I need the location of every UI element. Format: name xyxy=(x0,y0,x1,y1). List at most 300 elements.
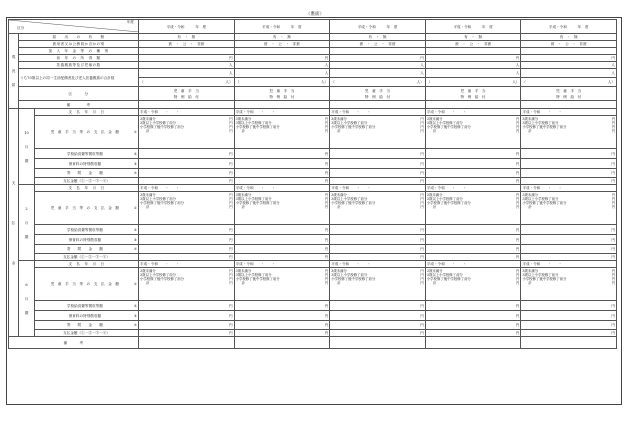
payment-item-label xyxy=(35,245,139,254)
yen-unit: 円 xyxy=(515,313,520,318)
row-label: うち70歳以上の同一生計配偶者及び老人扶養親族の合計数 xyxy=(19,69,139,87)
breakdown-label: 3歳未満分 xyxy=(235,192,252,197)
paren-open: （ xyxy=(522,80,526,84)
amount-cell xyxy=(139,178,235,185)
yen-unit: 円 xyxy=(324,201,329,206)
amount-cell xyxy=(425,225,521,235)
yen-unit: 円 xyxy=(420,120,424,125)
payment-item-label xyxy=(35,268,139,301)
item-text: 寄 附 金 額 xyxy=(66,247,103,251)
breakdown-label: 3歳以上小学校修了前分 xyxy=(140,196,177,201)
row-label: 前 年 の 所 得 額 xyxy=(19,55,139,62)
yen-unit: 円 xyxy=(515,281,520,286)
yen-unit: 円 xyxy=(229,331,233,335)
payment-item-label xyxy=(35,169,139,178)
yen-unit: 円 xyxy=(324,313,329,318)
yen-unit: 円 xyxy=(229,277,233,282)
yen-unit: 円 xyxy=(324,272,329,277)
benefit-type-cell xyxy=(521,87,617,101)
yen-unit: 円 xyxy=(611,303,615,308)
section-label: 区分 xyxy=(17,26,25,30)
yen-unit: 円 xyxy=(515,151,520,156)
breakdown-label: 3歳以上小学校修了前分 xyxy=(331,120,368,125)
yen-unit: 円 xyxy=(611,201,615,206)
breakdown-label: 3歳未満分 xyxy=(140,116,156,121)
amount-cell xyxy=(234,321,330,330)
yen-unit: 円 xyxy=(611,247,615,251)
amount-cell xyxy=(425,178,521,185)
item-text: 児 童 手 当 等 の 支 払 金 額 xyxy=(50,206,120,210)
value-cell: 人 xyxy=(234,69,330,78)
remarks-cell xyxy=(139,337,235,349)
payment-label-char: 支 xyxy=(11,180,16,185)
value-cell: 有 ・ 無 xyxy=(139,34,235,41)
amount-cell xyxy=(521,321,617,330)
breakdown-label: 小学校修了後中学校修了前分 xyxy=(426,201,471,206)
yen-unit: 円 xyxy=(229,303,233,308)
yen-unit: 円 xyxy=(324,331,329,335)
yen-unit: 円 xyxy=(611,179,615,183)
amount-cell xyxy=(234,149,330,159)
breakdown-label: 3歳未満分 xyxy=(522,116,539,121)
yen-unit: 円 xyxy=(420,201,424,206)
yen-unit: 円 xyxy=(611,331,615,335)
yen-unit: 円 xyxy=(229,268,233,273)
yen-unit: 円 xyxy=(420,151,424,156)
row-label: 加 入 年 金 等 の 種 別 xyxy=(19,48,139,55)
amount-cell xyxy=(234,330,330,337)
breakdown-label: 小学校修了後中学校修了前分 xyxy=(426,277,471,282)
breakdown-cell xyxy=(521,116,617,149)
breakdown-label: 計 xyxy=(337,281,341,286)
payment-item-label xyxy=(35,311,139,321)
amount-cell xyxy=(330,225,426,235)
breakdown-label: 計 xyxy=(337,205,341,210)
yen-unit: 円 xyxy=(420,268,424,273)
breakdown-label: 3歳以上小学校修了前分 xyxy=(426,120,463,125)
yen-unit: 円 xyxy=(515,120,520,125)
yen-unit: 円 xyxy=(324,129,329,134)
value-cell: 人 xyxy=(425,62,521,69)
amount-cell xyxy=(521,235,617,245)
yen-unit: 円 xyxy=(229,201,233,206)
payment-date-cell: 平成・令和 ・ ・ xyxy=(330,261,426,268)
amount-cell xyxy=(234,235,330,245)
payment-date-cell: 平成・令和 ・ ・ xyxy=(139,109,235,116)
payment-date-cell: 平成・令和 ・ ・ xyxy=(521,261,617,268)
payment-item-label xyxy=(35,178,139,185)
yen-unit: 円 xyxy=(324,120,329,125)
item-number: ② xyxy=(133,227,137,232)
item-text: 支払金額（①－②－③－④） xyxy=(63,179,110,183)
yen-unit: 円 xyxy=(611,237,615,242)
item-number: ③ xyxy=(133,313,137,318)
value-cell: 被 ・ 公 ・ 非被 xyxy=(139,41,235,48)
payment-item-label xyxy=(35,235,139,245)
amount-cell xyxy=(425,159,521,169)
breakdown-label: 小学校修了後中学校修了前分 xyxy=(522,201,567,206)
yen-unit: 円 xyxy=(515,116,520,121)
item-text: 児 童 手 当 等 の 支 払 金 額 xyxy=(50,130,120,134)
yen-unit: 円 xyxy=(611,192,615,197)
breakdown-label: 計 xyxy=(146,129,150,134)
yen-unit: 円 xyxy=(515,323,520,327)
child-allowance-label: 児 童 手 当 xyxy=(460,88,486,93)
yen-unit: 円 xyxy=(515,272,520,277)
yen-unit: 円 xyxy=(229,171,233,175)
item-text: 保育料の特別徴収額 xyxy=(68,161,102,166)
item-text: 学校給食費等徴収等額 xyxy=(66,303,103,308)
breakdown-label: 計 xyxy=(528,281,532,286)
yen-unit: 円 xyxy=(324,171,329,175)
payment-date-cell: 平成・令和 ・ ・ xyxy=(330,109,426,116)
yen-unit: 円 xyxy=(611,129,615,134)
breakdown-label: 3歳以上小学校修了前分 xyxy=(522,196,559,201)
breakdown-label: 小学校修了後中学校修了前分 xyxy=(426,125,471,130)
value-cell: 有 ・ 無 xyxy=(425,34,521,41)
value-cell: 人 xyxy=(234,62,330,69)
payment-label-char: 金 xyxy=(11,260,16,265)
period-label-6 xyxy=(19,261,35,337)
amount-cell xyxy=(139,159,235,169)
payment-item-label xyxy=(35,149,139,159)
yen-unit: 円 xyxy=(324,205,329,210)
yen-unit: 円 xyxy=(515,255,520,259)
row-label: 届 出 の 有 無 xyxy=(19,34,139,41)
yen-unit: 円 xyxy=(515,268,520,273)
yen-unit: 円 xyxy=(611,171,615,175)
value-cell: 有 ・ 無 xyxy=(234,34,330,41)
value-cell: 円 xyxy=(330,55,426,62)
breakdown-label: 3歳以上小学校修了前分 xyxy=(331,196,368,201)
item-number: ① xyxy=(133,282,137,286)
yen-unit: 円 xyxy=(229,227,233,232)
item-text: 学校給食費等徴収等額 xyxy=(66,227,103,232)
breakdown-label: 計 xyxy=(241,129,245,134)
amount-cell xyxy=(330,321,426,330)
value-cell: 被 ・ 公 ・ 非被 xyxy=(330,41,426,48)
amount-cell xyxy=(425,311,521,321)
item-text: 児 童 手 当 等 の 支 払 金 額 xyxy=(50,282,120,286)
child-allowance-label: 児 童 手 当 xyxy=(173,88,199,93)
amount-cell xyxy=(521,245,617,254)
payment-item-label xyxy=(35,330,139,337)
benefit-type-cell xyxy=(425,87,521,101)
value-cell xyxy=(425,48,521,55)
yen-unit: 円 xyxy=(515,237,520,242)
paren-open: （ xyxy=(426,80,431,84)
paren-close: 人） xyxy=(321,80,329,84)
status-section-label xyxy=(9,34,19,109)
amount-cell xyxy=(330,235,426,245)
amount-cell xyxy=(425,235,521,245)
yen-unit: 円 xyxy=(611,255,615,259)
breakdown-label: 計 xyxy=(432,205,437,210)
item-number: ④ xyxy=(133,323,137,327)
value-cell: 有 ・ 無 xyxy=(330,34,426,41)
amount-cell xyxy=(139,245,235,254)
yen-unit: 円 xyxy=(229,205,233,210)
item-number: ③ xyxy=(133,237,137,242)
item-text: 寄 附 金 額 xyxy=(66,171,103,175)
breakdown-cell xyxy=(521,268,617,301)
value-cell: 人 xyxy=(521,62,617,69)
payment-date-cell: 平成・令和 ・ ・ xyxy=(521,185,617,192)
item-text: 支払金額（①－②－③－④） xyxy=(63,255,110,259)
item-text: 支払金額（①－②－③－④） xyxy=(63,331,110,335)
payment-date-cell: 平成・令和 ・ ・ xyxy=(425,185,521,192)
status-label-char: 現 xyxy=(11,55,16,59)
yen-unit: 円 xyxy=(515,196,520,201)
value-cell xyxy=(330,101,426,109)
breakdown-label: 3歳未満分 xyxy=(426,116,443,121)
breakdown-label: 3歳以上小学校修了前分 xyxy=(522,120,559,125)
period-label-char: 月 xyxy=(24,296,29,301)
row-label: 扶養親族等及び児童の数 xyxy=(19,62,139,69)
fiscal-year-cell: 平成・令和 年 度 xyxy=(330,20,426,34)
amount-cell xyxy=(521,254,617,261)
yen-unit: 円 xyxy=(515,205,520,210)
value-cell: 被 ・ 公 ・ 非被 xyxy=(521,41,617,48)
payment-item-label xyxy=(35,225,139,235)
value-cell: 人 xyxy=(521,69,617,78)
row-label: 備 考 xyxy=(19,101,139,109)
item-text: 保育料の特別徴収額 xyxy=(68,237,102,242)
paren-open: （ xyxy=(140,80,144,84)
yen-unit: 円 xyxy=(324,116,329,121)
yen-unit: 円 xyxy=(420,129,424,134)
yen-unit: 円 xyxy=(420,161,424,166)
yen-unit: 円 xyxy=(324,268,329,273)
remarks-label: 備 考 xyxy=(9,337,139,349)
breakdown-label: 小学校修了後中学校修了前分 xyxy=(235,125,280,130)
amount-cell xyxy=(521,169,617,178)
paren-cell xyxy=(425,78,521,87)
breakdown-cell xyxy=(139,116,235,149)
amount-cell xyxy=(330,149,426,159)
amount-cell xyxy=(521,225,617,235)
amount-cell xyxy=(234,225,330,235)
child-allowance-label: 児 童 手 当 xyxy=(364,88,391,93)
yen-unit: 円 xyxy=(324,161,329,166)
yen-unit: 円 xyxy=(611,281,615,286)
breakdown-label: 計 xyxy=(146,205,150,210)
breakdown-label: 計 xyxy=(241,205,245,210)
yen-unit: 円 xyxy=(611,205,615,210)
breakdown-label: 小学校修了後中学校修了前分 xyxy=(331,125,376,130)
amount-cell xyxy=(330,330,426,337)
amount-cell xyxy=(330,245,426,254)
year-label: 年度 xyxy=(126,20,134,24)
paren-cell xyxy=(234,78,330,87)
breakdown-cell xyxy=(521,192,617,225)
value-cell xyxy=(521,101,617,109)
amount-cell xyxy=(139,254,235,261)
amount-cell xyxy=(234,169,330,178)
amount-cell xyxy=(139,169,235,178)
yen-unit: 円 xyxy=(324,255,329,259)
yen-unit: 円 xyxy=(229,179,233,183)
period-label-char: 期 xyxy=(24,310,29,315)
yen-unit: 円 xyxy=(229,323,233,327)
yen-unit: 円 xyxy=(420,247,424,251)
value-cell: 人 xyxy=(425,69,521,78)
yen-unit: 円 xyxy=(229,255,233,259)
paren-close: 人） xyxy=(512,80,520,84)
fiscal-year-cell: 平成・令和 年 度 xyxy=(425,20,521,34)
value-cell: 人 xyxy=(330,69,426,78)
amount-cell xyxy=(139,321,235,330)
amount-cell xyxy=(330,301,426,311)
payment-date-cell: 平成・令和 ・ ・ xyxy=(330,185,426,192)
breakdown-label: 3歳以上小学校修了前分 xyxy=(235,272,272,277)
payment-date-cell: 平成・令和 ・ ・ xyxy=(425,109,521,116)
yen-unit: 円 xyxy=(324,179,329,183)
yen-unit: 円 xyxy=(420,227,424,232)
yen-unit: 円 xyxy=(611,272,615,277)
payment-date-label: 支 払 年 月 日 xyxy=(35,109,139,116)
yen-unit: 円 xyxy=(420,255,424,259)
breakdown-label: 3歳以上小学校修了前分 xyxy=(235,196,272,201)
yen-unit: 円 xyxy=(324,323,329,327)
value-cell xyxy=(521,48,617,55)
amount-cell xyxy=(139,149,235,159)
period-label-char: 期 xyxy=(24,234,29,239)
amount-cell xyxy=(330,311,426,321)
yen-unit: 円 xyxy=(324,303,329,308)
item-number: ④ xyxy=(133,171,137,175)
payment-date-cell: 平成・令和 ・ ・ xyxy=(234,185,330,192)
yen-unit: 円 xyxy=(324,192,329,197)
breakdown-label: 3歳未満分 xyxy=(331,116,347,121)
breakdown-label: 計 xyxy=(241,281,245,286)
yen-unit: 円 xyxy=(420,303,424,308)
value-cell xyxy=(234,48,330,55)
yen-unit: 円 xyxy=(515,227,520,232)
item-number: ③ xyxy=(133,161,137,166)
benefit-type-cell xyxy=(330,87,426,101)
payment-item-label xyxy=(35,192,139,225)
value-cell: 円 xyxy=(425,55,521,62)
item-number: ① xyxy=(133,130,137,134)
amount-cell xyxy=(139,330,235,337)
period-label-char: 月 xyxy=(24,144,29,149)
payment-date-cell: 平成・令和 ・ ・ xyxy=(521,109,617,116)
breakdown-label: 小学校修了後中学校修了前分 xyxy=(140,125,185,130)
status-label-char: 況 xyxy=(11,69,16,73)
yen-unit: 円 xyxy=(420,277,424,282)
period-label-char: 10 xyxy=(24,130,29,135)
amount-cell xyxy=(425,169,521,178)
breakdown-cell xyxy=(425,192,521,225)
child-allowance-label: 児 童 手 当 xyxy=(556,88,582,93)
yen-unit: 円 xyxy=(420,192,424,197)
period-label-char: 期 xyxy=(24,158,29,163)
payment-date-label: 支 払 年 月 日 xyxy=(35,185,139,192)
breakdown-label: 3歳以上小学校修了前分 xyxy=(235,120,272,125)
yen-unit: 円 xyxy=(515,179,520,183)
breakdown-label: 3歳未満分 xyxy=(235,116,252,121)
yen-unit: 円 xyxy=(420,331,424,335)
amount-cell xyxy=(425,330,521,337)
yen-unit: 円 xyxy=(515,161,520,166)
breakdown-label: 小学校修了後中学校修了前分 xyxy=(331,201,376,206)
value-cell xyxy=(330,48,426,55)
breakdown-cell xyxy=(139,268,235,301)
value-cell: 人 xyxy=(139,69,235,78)
payment-date-cell: 平成・令和 ・ ・ xyxy=(139,261,235,268)
breakdown-label: 3歳以上小学校修了前分 xyxy=(331,272,368,277)
status-label-char: 届 xyxy=(11,83,16,87)
yen-unit: 円 xyxy=(611,277,615,282)
yen-unit: 円 xyxy=(420,272,424,277)
breakdown-cell xyxy=(330,268,426,301)
breakdown-cell xyxy=(425,116,521,149)
yen-unit: 円 xyxy=(324,277,329,282)
breakdown-label: 3歳未満分 xyxy=(331,192,347,197)
breakdown-label: 3歳未満分 xyxy=(140,192,156,197)
payment-item-label xyxy=(35,254,139,261)
yen-unit: 円 xyxy=(611,116,615,121)
breakdown-label: 計 xyxy=(528,205,532,210)
amount-cell xyxy=(234,178,330,185)
value-cell: 円 xyxy=(139,55,235,62)
benefit-type-cell xyxy=(139,87,235,101)
breakdown-cell xyxy=(234,116,330,149)
yen-unit: 円 xyxy=(229,120,233,125)
yen-unit: 円 xyxy=(420,237,424,242)
payment-date-cell: 平成・令和 ・ ・ xyxy=(139,185,235,192)
page-title: （裏面） xyxy=(305,12,325,17)
breakdown-cell xyxy=(234,192,330,225)
value-cell: 円 xyxy=(234,55,330,62)
amount-cell xyxy=(521,149,617,159)
remarks-cell xyxy=(330,337,426,349)
value-cell xyxy=(139,101,235,109)
period-label-10 xyxy=(19,109,35,185)
breakdown-label: 3歳以上小学校修了前分 xyxy=(140,120,177,125)
yen-unit: 円 xyxy=(515,247,520,251)
breakdown-label: 小学校修了後中学校修了前分 xyxy=(140,277,185,282)
paren-cell xyxy=(139,78,235,87)
amount-cell xyxy=(139,235,235,245)
benefit-record-table xyxy=(8,19,617,349)
yen-unit: 円 xyxy=(229,281,233,286)
paren-cell xyxy=(521,78,617,87)
amount-cell xyxy=(330,159,426,169)
row-label: 被用者又は公務員か否かの別 xyxy=(19,41,139,48)
yen-unit: 円 xyxy=(420,171,424,175)
paren-close: 人） xyxy=(416,80,424,84)
breakdown-label: 小学校修了後中学校修了前分 xyxy=(235,201,280,206)
amount-cell xyxy=(139,311,235,321)
yen-unit: 円 xyxy=(420,205,424,210)
yen-unit: 円 xyxy=(515,129,520,134)
item-number: ② xyxy=(133,151,137,156)
remarks-cell xyxy=(521,337,617,349)
breakdown-cell xyxy=(234,268,330,301)
special-benefit-label: 特 例 給 付 xyxy=(269,94,295,99)
payment-date-cell: 平成・令和 ・ ・ xyxy=(234,261,330,268)
amount-cell xyxy=(521,311,617,321)
item-text: 学校給食費等徴収等額 xyxy=(66,151,103,156)
paren-cell xyxy=(330,78,426,87)
yen-unit: 円 xyxy=(229,272,233,277)
yen-unit: 円 xyxy=(324,237,329,242)
value-cell xyxy=(139,48,235,55)
yen-unit: 円 xyxy=(229,247,233,251)
yen-unit: 円 xyxy=(229,196,233,201)
